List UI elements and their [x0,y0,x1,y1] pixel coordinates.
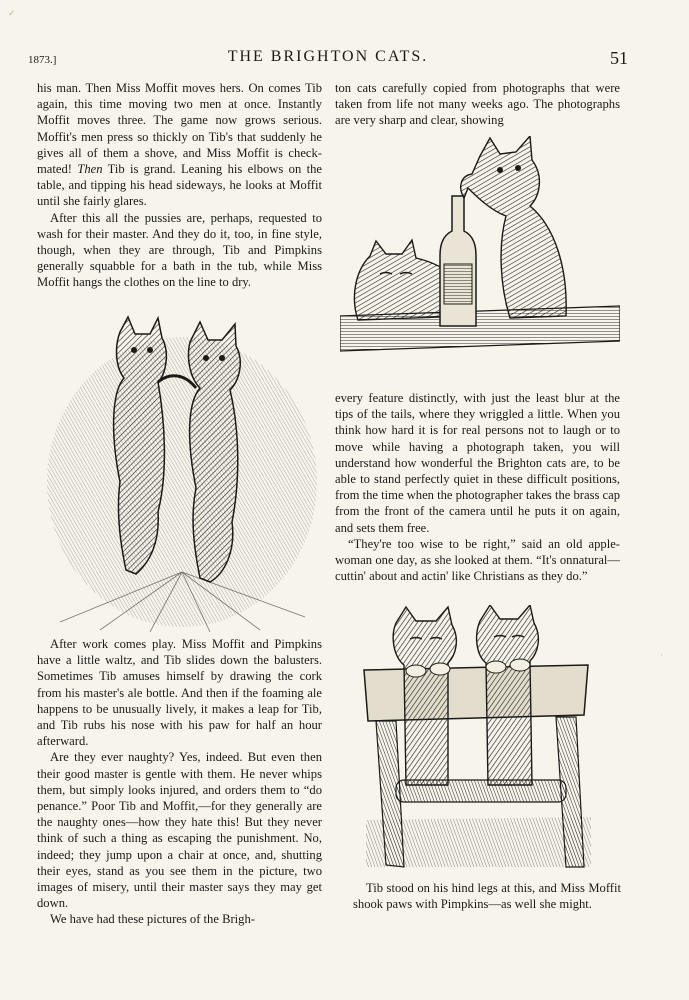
header-title: THE BRIGHTON CATS. [227,48,429,65]
header-date: 1873.] [28,54,57,66]
paragraph: ton cats carefully copied from photographs that were taken from life not many weeks ago. The photographs are very sharp and clear, showing [335,81,620,128]
paragraph: We have had these pictures of the Brigh- [50,912,255,927]
italic-word: Then [77,162,103,177]
waltzing-cats-engraving-icon [40,312,325,632]
cats-on-chair-engraving-icon [356,605,596,870]
left-column-top [37,80,322,291]
paragraph: his man. Then Miss Moffit moves hers. On comes Tib again, this time moving two men at once. Instantly Moffit moves three. The game now grows serious. Moffit's men press so thickly on Tib's that suddenly he gives all of them a shove, and Miss Moffit is check-mated! Then Tib is grand. Leaning his elbows on the table, and tipping his head sideways, he looks at Moffit until she fairly glares. [37,81,322,209]
paragraph: Tib stood on his hind legs at this, and Miss Moffit shook paws with Pimpkins—as well she might. [353,881,621,912]
page-number: 51 [610,48,628,68]
paragraph: every feature distinctly, with just the least blur at the tips of the tails, where they wriggled a little. When you think how hard it is for real persons not to laugh or to move while having a photograph taken, you will understand how wonderful the Brighton cats are, to be able to stand perfectly quiet in these difficult positions, from the time when the photographer takes the brass cap from the front of the camera until he puts it on again, and sets them free. [335,391,621,535]
left-column-bottom [37,636,322,928]
right-column-top [335,80,620,129]
scan-speck: ✓ [8,8,16,18]
scan-speck: · [660,650,663,660]
paragraph: After this all the pussies are, perhaps, requested to wash for their master. And they do it, too, in fine style, though, when they are through, Tib and Pimpkins generally squabble for a bath in the tub, while Miss Moffit hangs the clothes on the line to dry. [37,210,322,290]
running-header [28,48,628,70]
paragraph: Are they ever naughty? Yes, indeed. But even then their good master is gentle with them. He never whips them, but simply looks injured, and orders them to “do penance.” Poor Tib and Moffit,—for they generally are the naughty ones—how they hate this! But they never think of such a thing as escaping the punishment. No, indeed; they jump upon a chair at once, and, shutting their eyes, stand as you see them in the picture, two images of misery, until their master says they may get down. [37,750,322,911]
cats-on-chair-illustration [356,605,596,870]
right-column-bottom [353,880,621,912]
paragraph: After work comes play. Miss Moffit and Pimpkins have a little waltz, and Tib slides down the balusters. Sometimes Tib amuses himself by drawing the cork from his master's ale bottle. And then if the foaming ale happens to be unusually lively, it makes a leap for Tib, and Tib rubs his nose with his paw for half an hour afterward. [37,637,322,749]
right-column-middle [335,390,620,584]
cats-with-bottle-illustration [340,136,620,356]
cats-with-bottle-engraving-icon [340,136,620,356]
waltzing-cats-illustration [40,312,325,632]
paragraph: “They're too wise to be right,” said an old apple-woman one day, as she looked at them. “It's onnatural—cuttin' about and actin' like Christians as they do.” [335,536,620,584]
